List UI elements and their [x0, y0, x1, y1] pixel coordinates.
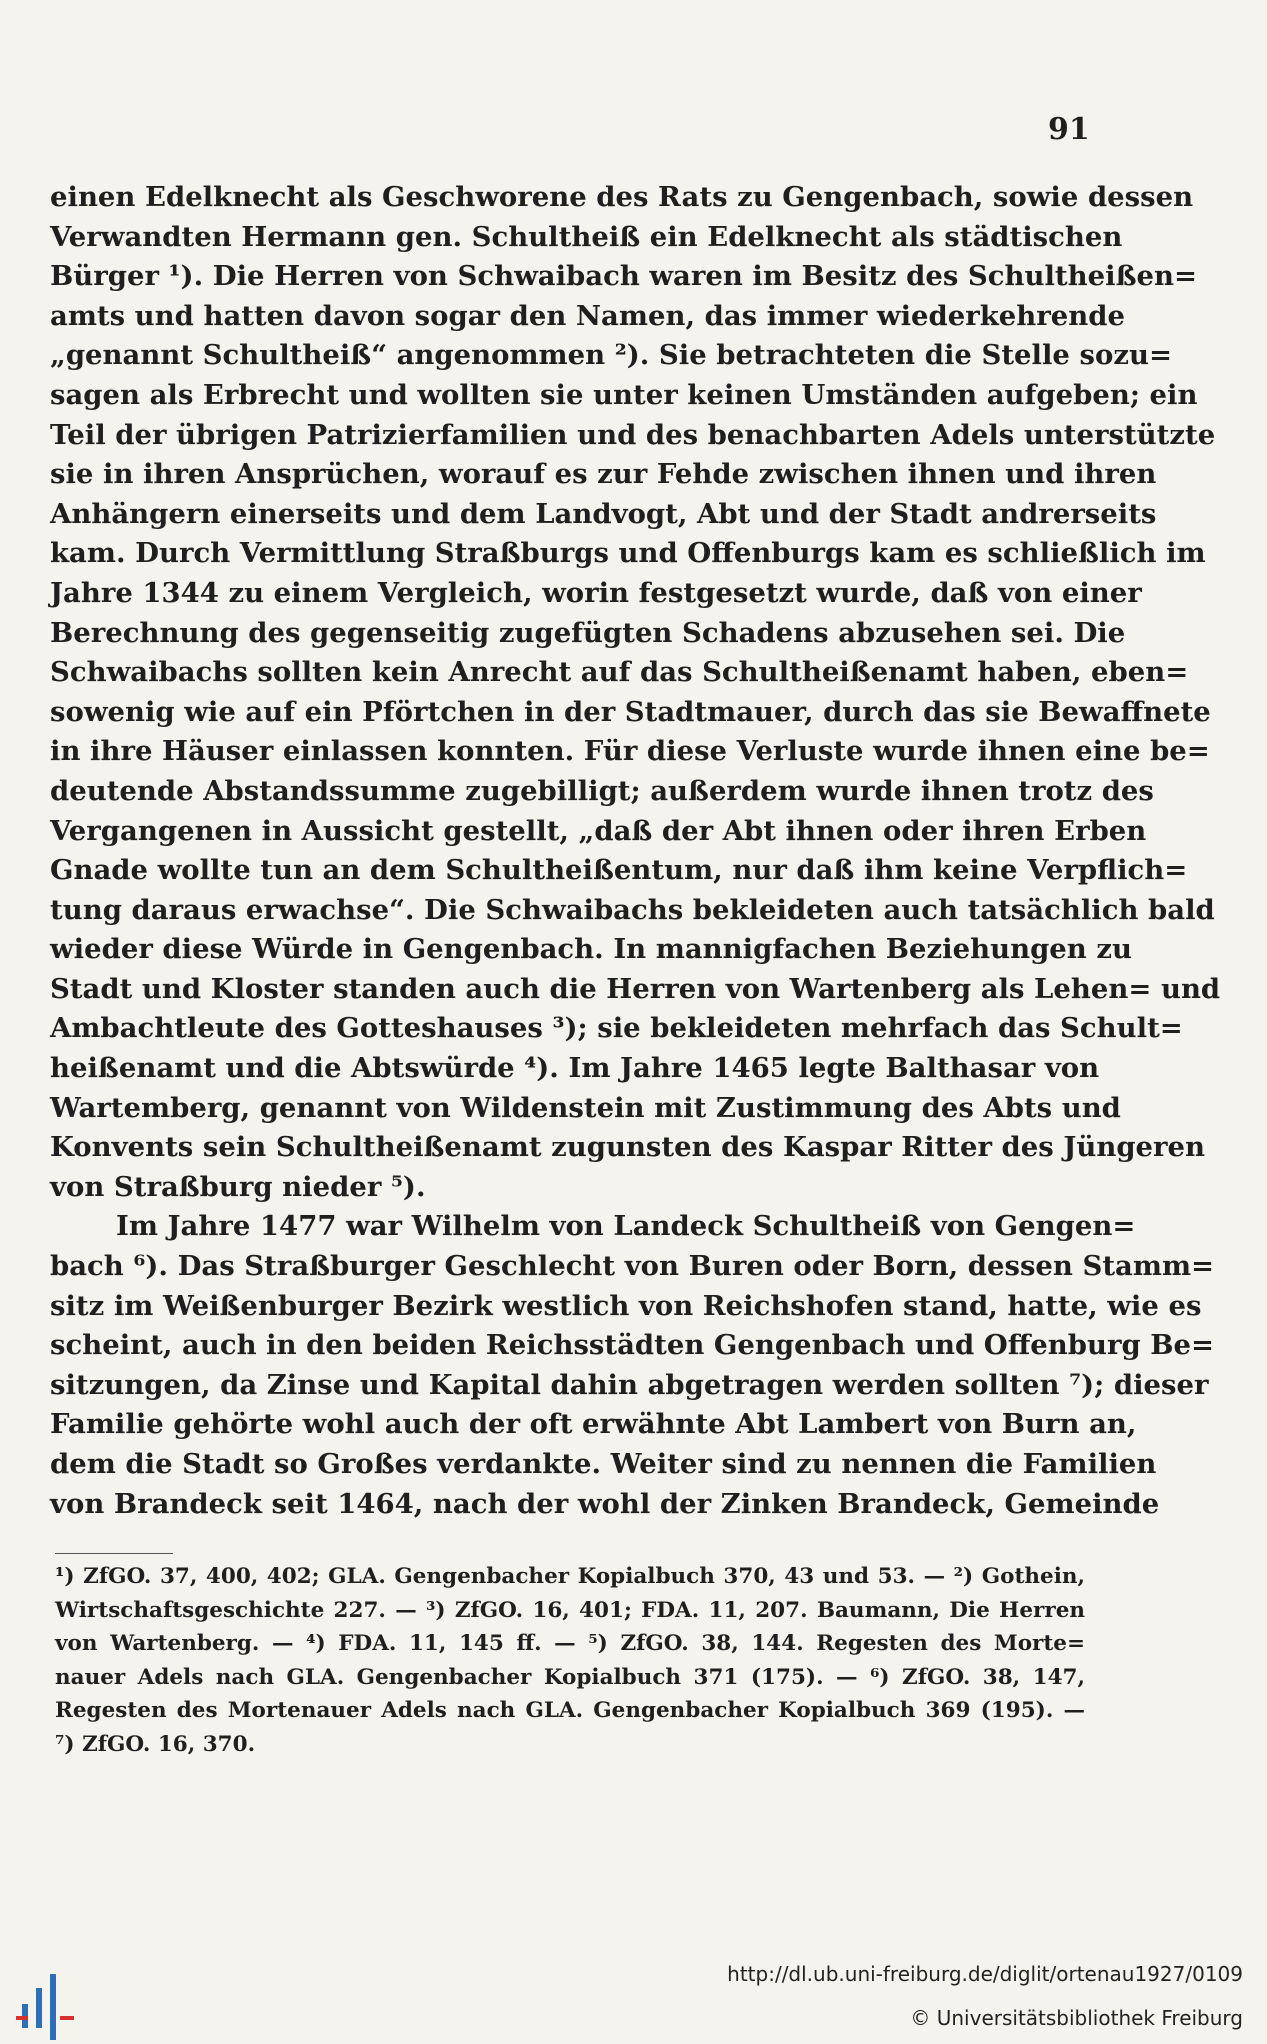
text-line: Konvents sein Schultheißenamt zugunsten des Kaspar Ritter des Jüngeren	[50, 1131, 1206, 1164]
text-line: amts und hatten davon sogar den Namen, das immer wiederkehrende	[50, 299, 1125, 332]
text-line: sowenig wie auf ein Pförtchen in der Stadtmauer, durch das sie Bewaffnete	[50, 695, 1211, 728]
text-line: Jahre 1344 zu einem Vergleich, worin festgesetzt wurde, daß von einer	[50, 576, 1142, 609]
library-logo-icon	[14, 1962, 84, 2042]
text-line: Ambachtleute des Gotteshauses ³); sie bekleideten mehrfach das Schult=	[50, 1012, 1183, 1045]
text-line: Familie gehörte wohl auch der oft erwähnte Abt Lambert von Burn an,	[50, 1408, 1137, 1441]
text-line: heißenamt und die Abtswürde ⁴). Im Jahre 1465 legte Balthasar von	[50, 1052, 1100, 1085]
text-line: bach ⁶). Das Straßburger Geschlecht von Buren oder Born, dessen Stamm=	[50, 1250, 1215, 1283]
text-line: tung daraus erwachse“. Die Schwaibachs bekleideten auch tatsächlich bald	[50, 893, 1215, 926]
text-line: sitzungen, da Zinse und Kapital dahin abgetragen werden sollten ⁷); dieser	[50, 1368, 1209, 1401]
text-line: einen Edelknecht als Geschworene des Rats zu Gengenbach, sowie dessen	[50, 181, 1194, 213]
text-line: von Brandeck seit 1464, nach der wohl der Zinken Brandeck, Gemeinde	[50, 1487, 1160, 1520]
text-line: von Straßburg nieder ⁵).	[50, 1170, 426, 1203]
page-number: 91	[1048, 112, 1090, 147]
text-line: kam. Durch Vermittlung Straßburgs und Offenburgs kam es schließlich im	[50, 537, 1206, 570]
source-url[interactable]: http://dl.ub.uni-freiburg.de/diglit/ortenau1927/0109	[727, 1962, 1243, 1986]
text-line: Wartemberg, genannt von Wildenstein mit Zustimmung des Abts und	[50, 1091, 1121, 1124]
text-line: Bürger ¹). Die Herren von Schwaibach waren im Besitz des Schultheißen=	[50, 260, 1197, 293]
text-line: Gnade wollte tun an dem Schultheißentum, nur daß ihm keine Verpflich=	[50, 854, 1188, 887]
text-line: dem die Stadt so Großes verdankte. Weiter sind zu nennen die Familien	[50, 1448, 1157, 1480]
footnote-line: Wirtschaftsgeschichte 227. — ³) ZfGO. 16, 401; FDA. 11, 207. Baumann, Die Herren	[55, 1597, 1085, 1623]
text-line: „genannt Schultheiß“ angenommen ²). Sie betrachteten die Stelle sozu=	[50, 339, 1172, 372]
text-line: wieder diese Würde in Gengenbach. In mannigfachen Beziehungen zu	[50, 933, 1132, 966]
text-line: Teil der übrigen Patrizierfamilien und des benachbarten Adels unterstützte	[50, 418, 1216, 451]
footnote-line: ⁷) ZfGO. 16, 370.	[55, 1731, 256, 1757]
footnote-line: von Wartenberg. — ⁴) FDA. 11, 145 ff. — ⁵) ZfGO. 38, 144. Regesten des Morte=	[55, 1631, 1085, 1656]
footnote-line: nauer Adels nach GLA. Gengenbacher Kopialbuch 371 (175). — ⁶) ZfGO. 38, 147,	[55, 1664, 1085, 1690]
footnote-line: ¹) ZfGO. 37, 400, 402; GLA. Gengenbacher Kopialbuch 370, 43 und 53. — ²) Gothein,	[55, 1564, 1085, 1589]
text-line: sagen als Erbrecht und wollten sie unter keinen Umständen aufgeben; ein	[50, 378, 1198, 411]
copyright-notice: © Universitätsbibliothek Freiburg	[910, 2006, 1243, 2030]
text-line: scheint, auch in den beiden Reichsstädten Gengenbach und Offenburg Be=	[50, 1329, 1215, 1362]
footnote-separator	[55, 1553, 173, 1554]
main-text	[50, 178, 1221, 1524]
text-line: Anhängern einerseits und dem Landvogt, Abt und der Stadt andrerseits	[50, 497, 1157, 530]
text-line: in ihre Häuser einlassen konnten. Für diese Verluste wurde ihnen eine be=	[50, 735, 1210, 768]
text-line: deutende Abstandssumme zugebilligt; außerdem wurde ihnen trotz des	[50, 774, 1154, 807]
text-line: Schwaibachs sollten kein Anrecht auf das Schultheißenamt haben, eben=	[50, 656, 1189, 689]
text-line: Verwandten Hermann gen. Schultheiß ein Edelknecht als städtischen	[50, 220, 1123, 253]
text-line: sitz im Weißenburger Bezirk westlich von Reichshofen stand, hatte, wie es	[50, 1289, 1202, 1322]
text-line: Vergangenen in Aussicht gestellt, „daß der Abt ihnen oder ihren Erben	[50, 814, 1147, 847]
text-line: Berechnung des gegenseitig zugefügten Schadens abzusehen sei. Die	[50, 616, 1126, 649]
footnotes	[55, 1560, 1085, 1761]
footnote-line: Regesten des Mortenauer Adels nach GLA. Gengenbacher Kopialbuch 369 (195). —	[55, 1698, 1085, 1723]
text-line: Im Jahre 1477 war Wilhelm von Landeck Schultheiß von Gengen=	[116, 1210, 1136, 1243]
text-line: Stadt und Kloster standen auch die Herren von Wartenberg als Lehen= und	[50, 972, 1221, 1005]
text-line: sie in ihren Ansprüchen, worauf es zur Fehde zwischen ihnen und ihren	[50, 458, 1157, 491]
